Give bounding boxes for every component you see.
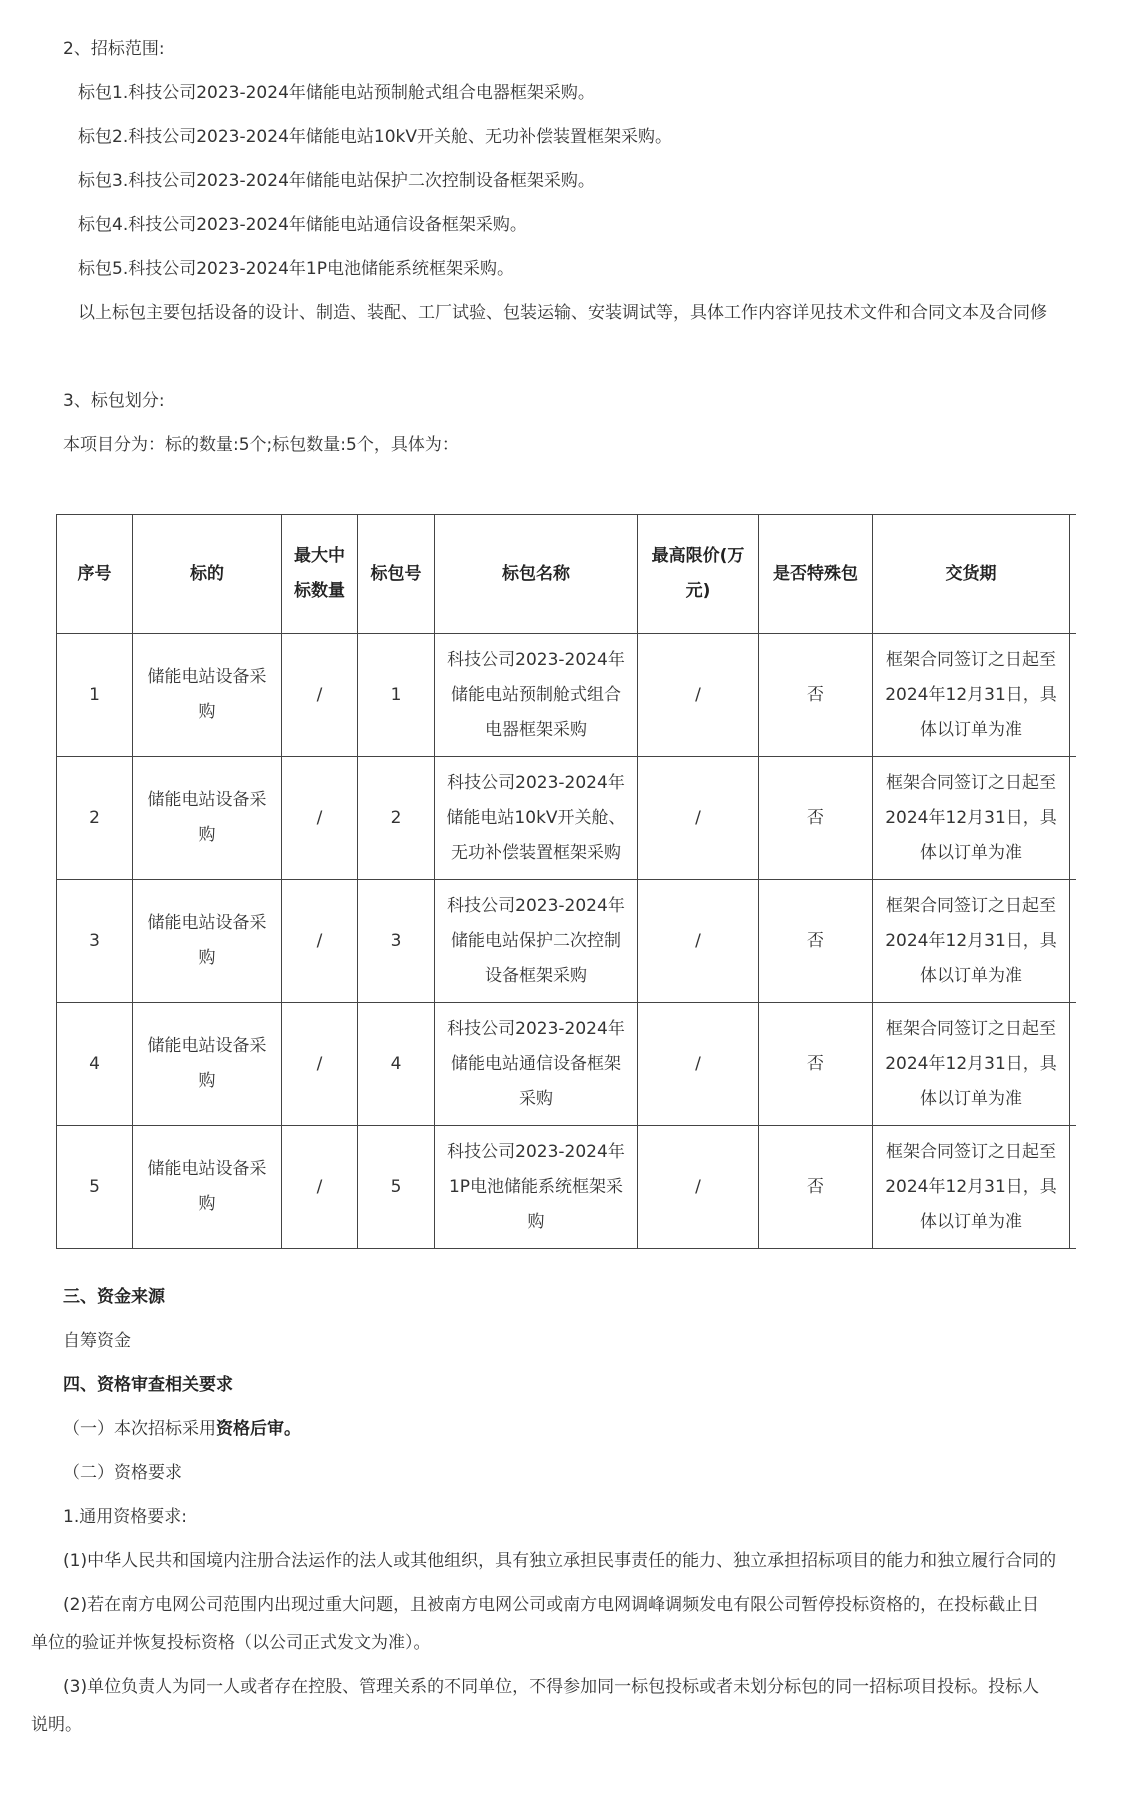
cell-delivery: 框架合同签订之日起至2024年12月31日，具体以订单为准 (873, 880, 1070, 1003)
general-requirements-heading: 1.通用资格要求: (63, 1507, 187, 1527)
cell-seq: 5 (57, 1126, 133, 1249)
cell-lot-no: 5 (358, 1126, 435, 1249)
header-seq: 序号 (57, 515, 133, 634)
cell-lot-name: 科技公司2023-2024年储能电站通信设备框架采购 (435, 1003, 638, 1126)
scope-note: 以上标包主要包括设备的设计、制造、装配、工厂试验、包装运输、安装调试等，具体工作内容详见技术文件和合同文本及合同修 (78, 303, 1047, 323)
scope-item-3: 标包3.科技公司2023-2024年储能电站保护二次控制设备框架采购。 (78, 171, 595, 191)
cell-special-lot: 否 (759, 634, 873, 757)
cell-max-winners: / (282, 880, 358, 1003)
cell-seq: 4 (57, 1003, 133, 1126)
cell-max-winners: / (282, 1003, 358, 1126)
review-method-prefix: （一）本次招标采用 (63, 1419, 216, 1439)
cell-max-winners: / (282, 634, 358, 757)
cell-lot-no: 1 (358, 634, 435, 757)
requirement-1: (1)中华人民共和国境内注册合法运作的法人或其他组织，具有独立承担民事责任的能力、独立承担招标项目的能力和独立履行合同的 (63, 1551, 1057, 1571)
header-overflow (1070, 515, 1077, 634)
cell-overflow (1070, 1003, 1077, 1126)
cell-max-winners: / (282, 1126, 358, 1249)
funding-heading: 三、资金来源 (63, 1287, 165, 1307)
header-special-lot: 是否特殊包 (759, 515, 873, 634)
requirement-3: (3)单位负责人为同一人或者存在控股、管理关系的不同单位，不得参加同一标包投标或者未划分标包的同一招标项目投标。投标人 (63, 1677, 1040, 1697)
cell-subject: 储能电站设备采购 (133, 1003, 282, 1126)
cell-max-price: / (638, 757, 759, 880)
cell-max-price: / (638, 1126, 759, 1249)
header-lot-name: 标包名称 (435, 515, 638, 634)
table-row (57, 1003, 1077, 1126)
table-row (57, 1126, 1077, 1249)
review-method-bold: 资格后审。 (216, 1419, 301, 1439)
cell-special-lot: 否 (759, 1003, 873, 1126)
scope-item-2: 标包2.科技公司2023-2024年储能电站10kV开关舱、无功补偿装置框架采购。 (78, 127, 672, 147)
qualification-heading: 四、资格审查相关要求 (63, 1375, 233, 1395)
table-header-row (57, 515, 1077, 634)
cell-subject: 储能电站设备采购 (133, 1126, 282, 1249)
cell-special-lot: 否 (759, 1126, 873, 1249)
table-row (57, 757, 1077, 880)
requirement-3-cont: 说明。 (31, 1715, 82, 1735)
review-method (63, 1418, 301, 1440)
cell-lot-name: 科技公司2023-2024年1P电池储能系统框架采购 (435, 1126, 638, 1249)
requirement-2: (2)若在南方电网公司范围内出现过重大问题，且被南方电网公司或南方电网调峰调频发电有限公司暂停投标资格的，在投标截止日 (63, 1595, 1040, 1615)
cell-seq: 3 (57, 880, 133, 1003)
scope-item-1: 标包1.科技公司2023-2024年储能电站预制舱式组合电器框架采购。 (78, 83, 595, 103)
cell-overflow (1070, 880, 1077, 1003)
header-subject: 标的 (133, 515, 282, 634)
cell-subject: 储能电站设备采购 (133, 880, 282, 1003)
cell-special-lot: 否 (759, 880, 873, 1003)
header-delivery: 交货期 (873, 515, 1070, 634)
cell-seq: 2 (57, 757, 133, 880)
requirements-heading: （二）资格要求 (63, 1463, 182, 1483)
funding-text: 自筹资金 (63, 1331, 131, 1351)
cell-delivery: 框架合同签订之日起至2024年12月31日，具体以订单为准 (873, 1126, 1070, 1249)
scope-item-5: 标包5.科技公司2023-2024年1P电池储能系统框架采购。 (78, 259, 514, 279)
cell-overflow (1070, 757, 1077, 880)
scope-heading: 2、招标范围: (63, 39, 165, 59)
lot-table (56, 514, 1076, 1249)
division-heading: 3、标包划分: (63, 391, 165, 411)
cell-subject: 储能电站设备采购 (133, 757, 282, 880)
table-row (57, 634, 1077, 757)
requirement-2-cont: 单位的验证并恢复投标资格（以公司正式发文为准）。 (31, 1633, 431, 1653)
header-lot-no: 标包号 (358, 515, 435, 634)
cell-delivery: 框架合同签订之日起至2024年12月31日，具体以订单为准 (873, 634, 1070, 757)
division-intro: 本项目分为：标的数量:5个;标包数量:5个，具体为： (63, 435, 459, 455)
table-row (57, 880, 1077, 1003)
cell-lot-name: 科技公司2023-2024年储能电站10kV开关舱、无功补偿装置框架采购 (435, 757, 638, 880)
cell-max-price: / (638, 1003, 759, 1126)
cell-overflow (1070, 1126, 1077, 1249)
cell-max-price: / (638, 634, 759, 757)
cell-subject: 储能电站设备采购 (133, 634, 282, 757)
header-max-winners: 最大中标数量 (282, 515, 358, 634)
cell-max-price: / (638, 880, 759, 1003)
cell-max-winners: / (282, 757, 358, 880)
cell-special-lot: 否 (759, 757, 873, 880)
cell-lot-no: 4 (358, 1003, 435, 1126)
cell-delivery: 框架合同签订之日起至2024年12月31日，具体以订单为准 (873, 1003, 1070, 1126)
cell-lot-no: 3 (358, 880, 435, 1003)
header-max-price: 最高限价(万元) (638, 515, 759, 634)
cell-overflow (1070, 634, 1077, 757)
cell-seq: 1 (57, 634, 133, 757)
scope-item-4: 标包4.科技公司2023-2024年储能电站通信设备框架采购。 (78, 215, 527, 235)
cell-lot-no: 2 (358, 757, 435, 880)
cell-lot-name: 科技公司2023-2024年储能电站预制舱式组合电器框架采购 (435, 634, 638, 757)
cell-delivery: 框架合同签订之日起至2024年12月31日，具体以订单为准 (873, 757, 1070, 880)
cell-lot-name: 科技公司2023-2024年储能电站保护二次控制设备框架采购 (435, 880, 638, 1003)
